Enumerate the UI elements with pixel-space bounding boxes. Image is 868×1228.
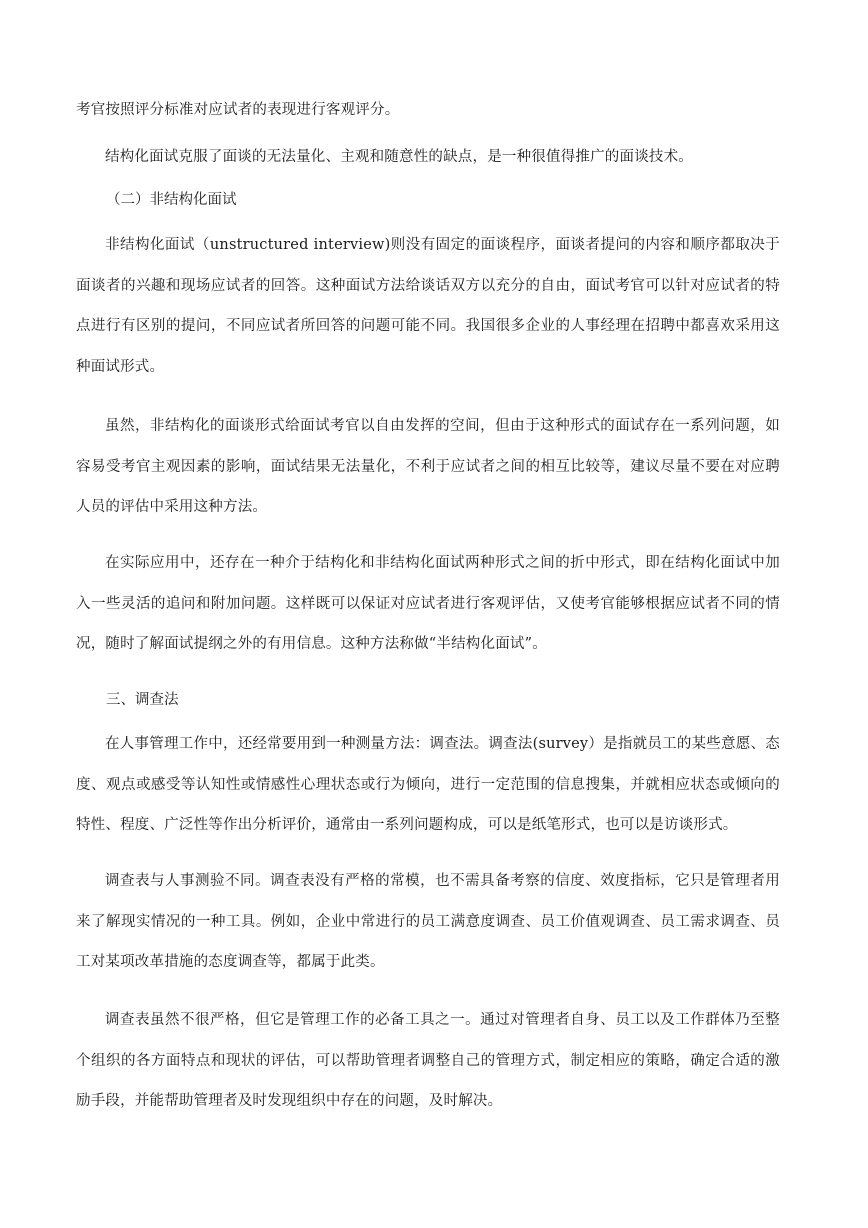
paragraph-structured-interview-summary: 结构化面试克服了面谈的无法量化、主观和随意性的缺点，是一种很值得推广的面谈技术。 [105, 149, 693, 165]
paragraph-unstructured-definition: 非结构化面试（unstructured interview)则没有固定的面谈程序，面谈者提问的内容和顺序都取决于面谈者的兴趣和现场应试者的回答。这种面试方法给谈话双方以充分的自由，面试考官可以针对应试者的特点进行有区别的提问，不同应试者所回答的问题可能不同。我国很多企业的人事经理在招聘中都喜欢采用这种面试形式。 [76, 237, 780, 375]
paragraph-unstructured-drawbacks: 虽然，非结构化的面谈形式给面试考官以自由发挥的空间，但由于这种形式的面试存在一系列问题，如容易受考官主观因素的影响，面试结果无法量化，不利于应试者之间的相互比较等，建议尽量不要在对应聘人员的评估中采用这种方法。 [76, 418, 780, 516]
section-heading-survey-method: 三、调查法 [106, 692, 179, 708]
paragraph-survey-importance: 调查表虽然不很严格，但它是管理工作的必备工具之一。通过对管理者自身、员工以及工作群体乃至整个组织的各方面特点和现状的评估，可以帮助管理者调整自己的管理方式，制定相应的策略，确定合适的激励手段，并能帮助管理者及时发现组织中存在的问题，及时解决。 [76, 1012, 780, 1110]
section-heading-unstructured-interview: （二）非结构化面试 [106, 192, 237, 208]
paragraph-survey-definition: 在人事管理工作中，还经常要用到一种测量方法：调查法。调查法(survey）是指就员工的某些意愿、态度、观点或感受等认知性或情感性心理状态或行为倾向，进行一定范围的信息搜集，并就相应状态或倾向的特性、程度、广泛性等作出分析评价，通常由一系列问题构成，可以是纸笔形式，也可以是访谈形式。 [76, 736, 780, 834]
paragraph-survey-vs-test: 调查表与人事测验不同。调查表没有严格的常模，也不需具备考察的信度、效度指标，它只是管理者用来了解现实情况的一种工具。例如，企业中常进行的员工满意度调查、员工价值观调查、员工需求调查、员工对某项改革措施的态度调查等，都属于此类。 [76, 873, 780, 971]
paragraph-continuation: 考官按照评分标准对应试者的表现进行客观评分。 [76, 102, 400, 118]
paragraph-semi-structured: 在实际应用中，还存在一种介于结构化和非结构化面试两种形式之间的折中形式，即在结构化面试中加入一些灵活的追问和附加问题。这样既可以保证对应试者进行客观评估，又使考官能够根据应试者不同的情况，随时了解面试提纲之外的有用信息。这种方法称做“半结构化面试”。 [76, 555, 780, 653]
